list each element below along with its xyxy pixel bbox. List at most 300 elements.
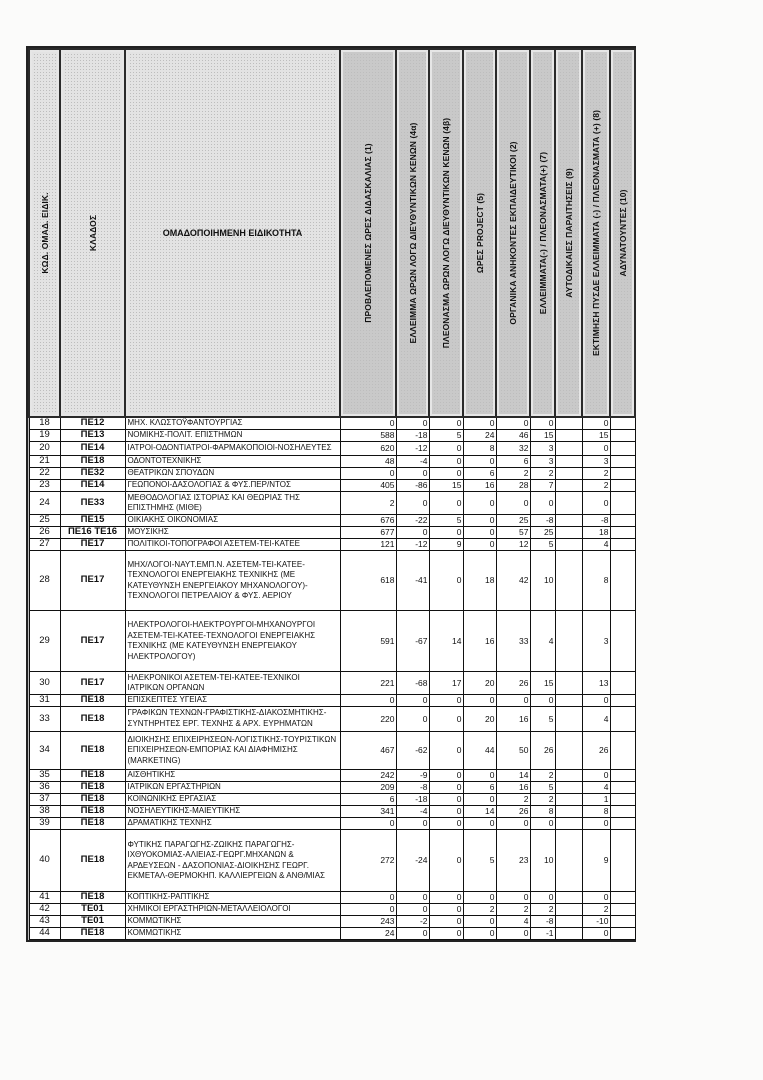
cell-c1: 0 (340, 695, 396, 707)
cell-c5: 2 (463, 904, 496, 916)
cell-specialty (125, 442, 340, 456)
cell-c7: -1 (530, 928, 555, 940)
cell-c7: 25 (530, 527, 555, 539)
cell-c1: 2 (340, 492, 396, 515)
cell-c7: 2 (530, 794, 555, 806)
cell-c8: 26 (582, 732, 610, 770)
cell-c5: 0 (463, 770, 496, 782)
cell-c4b: 15 (429, 480, 463, 492)
staffing-table-frame (26, 46, 636, 942)
cell-c1: 221 (340, 672, 396, 695)
cell-c2: 26 (496, 806, 530, 818)
cell-c10 (610, 770, 635, 782)
cell-klados: ΠΕ18 (60, 707, 125, 732)
cell-specialty: ΕΠΙΣΚΕΠΤΕΣ ΥΓΕΙΑΣ (125, 695, 340, 707)
cell-c7: 4 (530, 611, 555, 672)
cell-code: 23 (29, 480, 60, 492)
cell-specialty: ΦΥΤΙΚΗΣ ΠΑΡΑΓΩΓΗΣ-ΖΩΙΚΗΣ ΠΑΡΑΓΩΓΗΣ-ΙΧΘΥΟΚΟΜΙΑΣ-ΑΛΙΕΙΑΣ-ΓΕΩΡΓ.ΜΗΧΑΝΩΝ & ΑΡΔΕΥΣΕΩΝ - ΔΑΣΟΠΟΝΙΑΣ-ΔΙΟΙΚΗΣΗΣ ΓΕΩΡΓ. ΕΚΜΕΤΑΛ-ΘΕΡΜΟΚΗΠ. ΚΑΛΛΙΕΡΓΕΙΩΝ & ΑΝΘ/ΜΙΑΣ (125, 830, 340, 892)
table-row (29, 892, 635, 904)
cell-specialty: ΜΗΧ. ΚΛΩΣΤΟΫΦΑΝΤΟΥΡΓΙΑΣ (125, 417, 340, 430)
cell-klados: ΠΕ32 (60, 468, 125, 480)
table-row (29, 770, 635, 782)
cell-c2: 57 (496, 527, 530, 539)
cell-klados: ΠΕ18 (60, 830, 125, 892)
cell-c5: 20 (463, 707, 496, 732)
cell-c9 (555, 480, 582, 492)
cell-c8: 0 (582, 892, 610, 904)
cell-specialty: ΚΟΙΝΩΝΙΚΗΣ ΕΡΓΑΣΙΑΣ (125, 794, 340, 806)
cell-c4b: 0 (429, 782, 463, 794)
table-row (29, 456, 635, 468)
table-row (29, 904, 635, 916)
cell-c8: 2 (582, 904, 610, 916)
cell-c8: 4 (582, 707, 610, 732)
cell-c2: 0 (496, 492, 530, 515)
cell-c7: 2 (530, 468, 555, 480)
cell-c4b: 5 (429, 430, 463, 442)
cell-c1: 121 (340, 539, 396, 551)
cell-c10 (610, 539, 635, 551)
cell-c8: 2 (582, 480, 610, 492)
cell-code: 41 (29, 892, 60, 904)
header-row (29, 49, 635, 417)
cell-c10 (610, 916, 635, 928)
cell-c4a: -4 (396, 806, 429, 818)
cell-c8: 4 (582, 539, 610, 551)
cell-c4a: -24 (396, 830, 429, 892)
cell-c2: 0 (496, 417, 530, 430)
cell-c4a: 0 (396, 527, 429, 539)
cell-code: 31 (29, 695, 60, 707)
table-row (29, 806, 635, 818)
cell-klados: ΠΕ18 (60, 456, 125, 468)
specialty-text: ΙΑΤΡΟΙ-ΟΔΟΝΤΙΑΤΡΟΙ-ΦΑΡΜΑΚΟΠΟΙΟΙ-ΝΟΣΗΛΕΥΤΕΣ (127, 443, 332, 452)
cell-c8: 0 (582, 818, 610, 830)
cell-specialty: ΚΟΠΤΙΚΗΣ-ΡΑΠΤΙΚΗΣ (125, 892, 340, 904)
cell-c4b: 0 (429, 904, 463, 916)
cell-c1: 676 (340, 515, 396, 527)
cell-c5: 0 (463, 794, 496, 806)
cell-c5: 5 (463, 830, 496, 892)
cell-specialty: ΟΙΚΙΑΚΗΣ ΟΙΚΟΝΟΜΙΑΣ (125, 515, 340, 527)
cell-c4a: -41 (396, 551, 429, 611)
cell-code: 20 (29, 442, 60, 456)
cell-c5: 0 (463, 928, 496, 940)
cell-c7: 2 (530, 770, 555, 782)
table-row (29, 695, 635, 707)
cell-klados: ΠΕ18 (60, 928, 125, 940)
header-c10: ΑΔΥΝΑΤΟΥΝΤΕΣ (10) (610, 49, 635, 417)
cell-c5: 0 (463, 818, 496, 830)
cell-klados: ΠΕ33 (60, 492, 125, 515)
cell-c2: 32 (496, 442, 530, 456)
cell-c4b: 0 (429, 707, 463, 732)
cell-c1: 588 (340, 430, 396, 442)
cell-specialty: ΘΕΑΤΡΙΚΩΝ ΣΠΟΥΔΩΝ (125, 468, 340, 480)
cell-c9 (555, 468, 582, 480)
cell-klados: ΠΕ15 (60, 515, 125, 527)
cell-c9 (555, 492, 582, 515)
cell-c2: 16 (496, 707, 530, 732)
cell-c5: 16 (463, 480, 496, 492)
cell-c9 (555, 928, 582, 940)
cell-c10 (610, 468, 635, 480)
cell-c2: 50 (496, 732, 530, 770)
cell-c4a: 0 (396, 417, 429, 430)
cell-code: 43 (29, 916, 60, 928)
cell-klados: ΠΕ17 (60, 551, 125, 611)
cell-specialty: ΟΔΟΝΤΟΤΕΧΝΙΚΗΣ (125, 456, 340, 468)
cell-c10 (610, 551, 635, 611)
cell-c5: 16 (463, 611, 496, 672)
cell-c9 (555, 892, 582, 904)
cell-specialty: ΜΕΘΟΔΟΛΟΓΙΑΣ ΙΣΤΟΡΙΑΣ ΚΑΙ ΘΕΩΡΙΑΣ ΤΗΣ ΕΠΙΣΤΗΜΗΣ (ΜΙΘΕ) (125, 492, 340, 515)
cell-code: 38 (29, 806, 60, 818)
cell-c1: 6 (340, 794, 396, 806)
table-row (29, 732, 635, 770)
cell-c7: 3 (530, 456, 555, 468)
cell-specialty: ΠΟΛΙΤΙΚΟΙ-ΤΟΠΟΓΡΑΦΟΙ ΑΣΕΤΕΜ-ΤΕΙ-ΚΑΤΕΕ (125, 539, 340, 551)
cell-c10 (610, 732, 635, 770)
cell-c9 (555, 904, 582, 916)
cell-c10 (610, 456, 635, 468)
cell-c1: 243 (340, 916, 396, 928)
cell-code: 35 (29, 770, 60, 782)
cell-c7: 5 (530, 539, 555, 551)
header-c1: ΠΡΟΒΛΕΠΟΜΕΝΕΣ ΩΡΕΣ ΔΙΔΑΣΚΑΛΙΑΣ (1) (340, 49, 396, 417)
cell-c1: 0 (340, 468, 396, 480)
cell-specialty: ΓΕΩΠΟΝΟΙ-ΔΑΣΟΛΟΓΙΑΣ & ΦΥΣ.ΠΕΡ/ΝΤΟΣ (125, 480, 340, 492)
cell-klados: ΤΕ01 (60, 904, 125, 916)
cell-c4a: -4 (396, 456, 429, 468)
cell-c5: 20 (463, 672, 496, 695)
cell-c5: 6 (463, 468, 496, 480)
cell-c4a: 0 (396, 492, 429, 515)
cell-c2: 23 (496, 830, 530, 892)
cell-c7: -8 (530, 515, 555, 527)
cell-c8: 1 (582, 794, 610, 806)
cell-c4a: 0 (396, 468, 429, 480)
table-row (29, 794, 635, 806)
cell-c4a: 0 (396, 892, 429, 904)
cell-c1: 618 (340, 551, 396, 611)
cell-c4b: 0 (429, 818, 463, 830)
table-row (29, 527, 635, 539)
cell-c9 (555, 794, 582, 806)
cell-c9 (555, 695, 582, 707)
table-row (29, 442, 635, 456)
cell-c4a: -12 (396, 442, 429, 456)
cell-c9 (555, 442, 582, 456)
cell-c4b: 17 (429, 672, 463, 695)
cell-c4b: 0 (429, 732, 463, 770)
cell-c5: 0 (463, 892, 496, 904)
cell-c9 (555, 611, 582, 672)
table-row (29, 916, 635, 928)
cell-c10 (610, 492, 635, 515)
cell-c1: 591 (340, 611, 396, 672)
cell-klados: ΠΕ18 (60, 695, 125, 707)
cell-c1: 220 (340, 707, 396, 732)
cell-specialty: ΗΛΕΚΡΟΝΙΚΟΙ ΑΣΕΤΕΜ-ΤΕΙ-ΚΑΤΕΕ-ΤΕΧΝΙΚΟΙ ΙΑΤΡΙΚΩΝ ΟΡΓΑΝΩΝ (125, 672, 340, 695)
cell-c5: 0 (463, 916, 496, 928)
cell-c4a: -22 (396, 515, 429, 527)
cell-c10 (610, 527, 635, 539)
cell-c9 (555, 539, 582, 551)
cell-c10 (610, 782, 635, 794)
cell-specialty: ΔΡΑΜΑΤΙΚΗΣ ΤΕΧΝΗΣ (125, 818, 340, 830)
cell-c4a: 0 (396, 904, 429, 916)
cell-klados: ΠΕ18 (60, 782, 125, 794)
cell-code: 29 (29, 611, 60, 672)
cell-c8: 8 (582, 806, 610, 818)
cell-c10 (610, 794, 635, 806)
cell-c10 (610, 830, 635, 892)
cell-c2: 42 (496, 551, 530, 611)
cell-code: 33 (29, 707, 60, 732)
cell-c1: 48 (340, 456, 396, 468)
cell-c4a: -68 (396, 672, 429, 695)
cell-c7: 0 (530, 417, 555, 430)
header-klados: ΚΛΑΔΟΣ (60, 49, 125, 417)
cell-c4b: 0 (429, 794, 463, 806)
cell-code: 24 (29, 492, 60, 515)
cell-c10 (610, 892, 635, 904)
cell-c7: 0 (530, 492, 555, 515)
cell-c5: 6 (463, 782, 496, 794)
cell-c4a: 0 (396, 928, 429, 940)
cell-c5: 0 (463, 527, 496, 539)
cell-c8: 4 (582, 782, 610, 794)
table-row (29, 782, 635, 794)
cell-c5: 0 (463, 417, 496, 430)
table-row (29, 492, 635, 515)
cell-c8: 13 (582, 672, 610, 695)
cell-c1: 272 (340, 830, 396, 892)
header-c7: ΕΛΛΕΙΜΜΑΤΑ(-) / ΠΛΕΟΝΑΣΜΑΤΑ(+) (7) (530, 49, 555, 417)
cell-c5: 0 (463, 695, 496, 707)
cell-specialty (125, 707, 340, 732)
cell-c1: 242 (340, 770, 396, 782)
cell-code: 39 (29, 818, 60, 830)
cell-c7: 0 (530, 818, 555, 830)
cell-c10 (610, 417, 635, 430)
cell-klados: ΠΕ16 ΤΕ16 (60, 527, 125, 539)
cell-c4b: 0 (429, 916, 463, 928)
table-row (29, 928, 635, 940)
table-body (29, 417, 635, 940)
cell-c4b: 0 (429, 468, 463, 480)
specialty-text: ΓΡΑΦΙΚΩΝ ΤΕΧΝΩΝ-ΓΡΑΦΙΣΤΙΚΗΣ-ΔΙΑΚΟΣΜΗΤΙΚΗΣ-ΣΥΝΤΗΡΗΤΕΣ ΕΡΓ. ΤΕΧΝΗΣ & ΑΡΧ. ΕΥΡΗΜΑΤΩΝ (127, 708, 327, 728)
cell-klados: ΠΕ18 (60, 818, 125, 830)
cell-code: 26 (29, 527, 60, 539)
cell-c4a: -12 (396, 539, 429, 551)
cell-c8: 15 (582, 430, 610, 442)
cell-c2: 0 (496, 892, 530, 904)
cell-c9 (555, 430, 582, 442)
cell-code: 36 (29, 782, 60, 794)
table-row (29, 830, 635, 892)
cell-c5: 0 (463, 515, 496, 527)
staffing-table (28, 48, 636, 940)
cell-code: 25 (29, 515, 60, 527)
cell-c9 (555, 916, 582, 928)
cell-c9 (555, 551, 582, 611)
cell-c8: -8 (582, 515, 610, 527)
cell-c5: 24 (463, 430, 496, 442)
cell-c8: 0 (582, 417, 610, 430)
cell-c2: 0 (496, 695, 530, 707)
cell-klados: ΠΕ18 (60, 806, 125, 818)
cell-code: 44 (29, 928, 60, 940)
cell-c5: 44 (463, 732, 496, 770)
cell-c4a: -86 (396, 480, 429, 492)
cell-c7: 2 (530, 904, 555, 916)
table-row (29, 818, 635, 830)
cell-c10 (610, 442, 635, 456)
cell-c10 (610, 611, 635, 672)
cell-c1: 677 (340, 527, 396, 539)
cell-c7: 26 (530, 732, 555, 770)
cell-klados: ΠΕ18 (60, 892, 125, 904)
cell-code: 18 (29, 417, 60, 430)
cell-specialty: ΧΗΜΙΚΟΙ ΕΡΓΑΣΤΗΡΙΩΝ-ΜΕΤΑΛΛΕΙΟΛΟΓΟΙ (125, 904, 340, 916)
cell-c7: 15 (530, 672, 555, 695)
cell-c1: 405 (340, 480, 396, 492)
cell-c4a: -67 (396, 611, 429, 672)
table-row (29, 672, 635, 695)
cell-c7: 5 (530, 707, 555, 732)
cell-specialty: ΚΟΜΜΩΤΙΚΗΣ (125, 916, 340, 928)
cell-specialty: ΝΟΜΙΚΗΣ-ΠΟΛΙΤ. ΕΠΙΣΤΗΜΩΝ (125, 430, 340, 442)
cell-c4b: 0 (429, 456, 463, 468)
cell-c9 (555, 782, 582, 794)
cell-c5: 0 (463, 492, 496, 515)
cell-c8: 18 (582, 527, 610, 539)
cell-c4b: 0 (429, 417, 463, 430)
cell-c4b: 0 (429, 695, 463, 707)
cell-code: 22 (29, 468, 60, 480)
cell-c9 (555, 456, 582, 468)
cell-c5: 8 (463, 442, 496, 456)
cell-c8: 0 (582, 695, 610, 707)
cell-code: 28 (29, 551, 60, 611)
header-c9: ΑΥΤΟΔΙΚΑΙΕΣ ΠΑΡΑΙΤΗΣΕΙΣ (9) (555, 49, 582, 417)
cell-specialty: ΚΟΜΜΩΤΙΚΗΣ (125, 928, 340, 940)
cell-c4a: -9 (396, 770, 429, 782)
header-c4b: ΠΛΕΟΝΑΣΜΑ ΩΡΩΝ ΛΟΓΩ ΔΙΕΥΘΥΝΤΙΚΩΝ ΚΕΝΩΝ (4β) (429, 49, 463, 417)
cell-c4b: 0 (429, 770, 463, 782)
cell-c9 (555, 515, 582, 527)
cell-c10 (610, 480, 635, 492)
header-c5: ΩΡΕΣ PROJECT (5) (463, 49, 496, 417)
table-row (29, 480, 635, 492)
cell-c2: 25 (496, 515, 530, 527)
cell-c1: 620 (340, 442, 396, 456)
cell-c2: 2 (496, 904, 530, 916)
cell-c1: 0 (340, 818, 396, 830)
cell-c7: 0 (530, 695, 555, 707)
cell-specialty: ΙΑΤΡΙΚΩΝ ΕΡΓΑΣΤΗΡΙΩΝ (125, 782, 340, 794)
header-specialty: ΟΜΑΔΟΠΟΙΗΜΕΝΗ ΕΙΔΙΚΟΤΗΤΑ (125, 49, 340, 417)
cell-c4b: 0 (429, 442, 463, 456)
cell-c4b: 0 (429, 492, 463, 515)
cell-klados: ΠΕ18 (60, 770, 125, 782)
cell-c2: 4 (496, 916, 530, 928)
cell-c9 (555, 527, 582, 539)
cell-c4b: 14 (429, 611, 463, 672)
cell-code: 37 (29, 794, 60, 806)
cell-c2: 14 (496, 770, 530, 782)
cell-c4b: 0 (429, 527, 463, 539)
cell-klados: ΠΕ17 (60, 611, 125, 672)
cell-c10 (610, 818, 635, 830)
cell-c9 (555, 830, 582, 892)
cell-c8: 2 (582, 468, 610, 480)
table-row (29, 515, 635, 527)
cell-c2: 16 (496, 782, 530, 794)
cell-c9 (555, 417, 582, 430)
cell-c4a: 0 (396, 695, 429, 707)
cell-c2: 2 (496, 468, 530, 480)
cell-c1: 0 (340, 417, 396, 430)
cell-klados: ΠΕ17 (60, 672, 125, 695)
cell-code: 40 (29, 830, 60, 892)
cell-c5: 0 (463, 456, 496, 468)
cell-c2: 6 (496, 456, 530, 468)
cell-c7: 10 (530, 551, 555, 611)
cell-c10 (610, 928, 635, 940)
cell-c8: 0 (582, 928, 610, 940)
cell-c5: 14 (463, 806, 496, 818)
cell-c7: 8 (530, 806, 555, 818)
cell-c9 (555, 672, 582, 695)
cell-c2: 33 (496, 611, 530, 672)
cell-c8: 3 (582, 611, 610, 672)
table-row (29, 430, 635, 442)
cell-c7: 5 (530, 782, 555, 794)
table-row (29, 417, 635, 430)
cell-specialty: ΔΙΟΙΚΗΣΗΣ ΕΠΙΧΕΙΡΗΣΕΩΝ-ΛΟΓΙΣΤΙΚΗΣ-ΤΟΥΡΙΣΤΙΚΩΝ ΕΠΙΧΕΙΡΗΣΕΩΝ-ΕΜΠΟΡΙΑΣ ΚΑΙ ΔΙΑΦΗΜΙΣΗΣ (MARKETING) (125, 732, 340, 770)
cell-code: 27 (29, 539, 60, 551)
cell-c7: 0 (530, 892, 555, 904)
cell-c8: 0 (582, 770, 610, 782)
cell-c4b: 0 (429, 928, 463, 940)
cell-c4b: 0 (429, 830, 463, 892)
cell-c9 (555, 770, 582, 782)
cell-c5: 18 (463, 551, 496, 611)
cell-c8: 9 (582, 830, 610, 892)
cell-c4a: -18 (396, 794, 429, 806)
cell-c9 (555, 818, 582, 830)
cell-c1: 341 (340, 806, 396, 818)
table-row (29, 539, 635, 551)
cell-c4a: -18 (396, 430, 429, 442)
cell-c4b: 9 (429, 539, 463, 551)
cell-c8: 0 (582, 492, 610, 515)
cell-c9 (555, 732, 582, 770)
cell-c10 (610, 515, 635, 527)
cell-code: 19 (29, 430, 60, 442)
cell-c7: -8 (530, 916, 555, 928)
cell-c5: 0 (463, 539, 496, 551)
header-c2: ΟΡΓΑΝΙΚΑ ΑΝΗΚΟΝΤΕΣ ΕΚΠΑΙΔΕΥΤΙΚΟΙ (2) (496, 49, 530, 417)
cell-c4a: 0 (396, 707, 429, 732)
cell-c1: 209 (340, 782, 396, 794)
cell-c9 (555, 707, 582, 732)
cell-c10 (610, 672, 635, 695)
cell-c2: 0 (496, 818, 530, 830)
